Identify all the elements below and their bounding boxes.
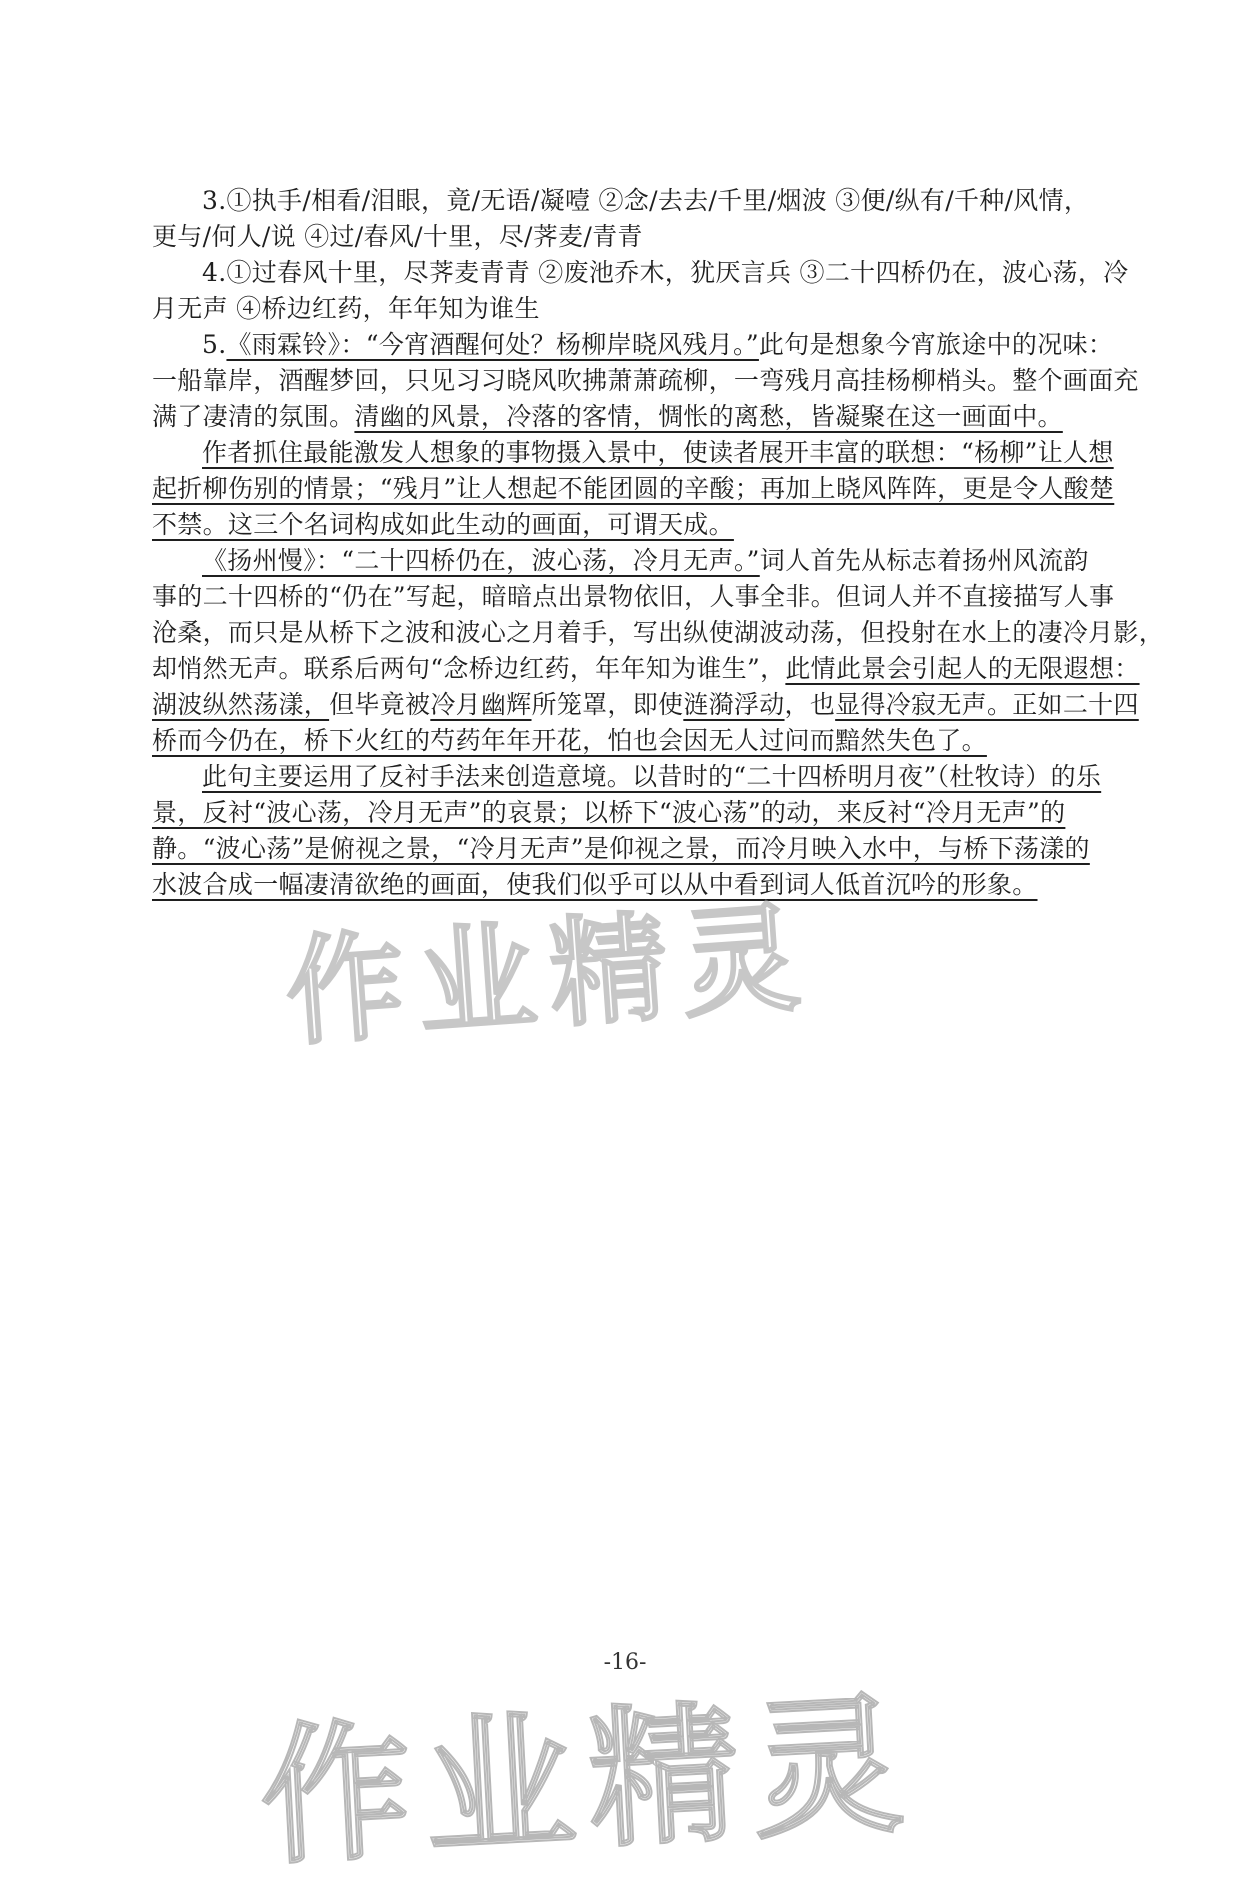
underlined-phrase: 冷月幽辉	[430, 690, 532, 719]
answer-5-p2-line-3	[152, 507, 1117, 543]
answer-5-p3-line-6	[152, 723, 1117, 759]
underlined-phrase: 作者抓住最能激发人想象的事物摄入景中，使读者展开丰富的联想：“杨柳”让人想	[202, 438, 1114, 467]
answer-5-p4-line-1	[152, 759, 1117, 795]
watermark-logo: 作业精灵	[256, 1677, 921, 1887]
answer-5-p4-line-2	[152, 795, 1117, 831]
yangzhoumann-quote: 《扬州慢》：“二十四桥仍在，波心荡，冷月无声。”	[202, 546, 760, 575]
underlined-phrase: 湖波纵然荡漾，	[152, 690, 330, 719]
underlined-phrase: 桥而今仍在，桥下火红的芍药年年开花，怕也会因无人过问而黯然失色了。	[152, 726, 987, 755]
answer-5-p1-text: 满了凄清的氛围。	[152, 402, 355, 431]
answer-5-p3-line-1	[152, 543, 1117, 579]
underlined-phrase: 显得冷寂无声。正如二十四	[835, 690, 1139, 719]
page-number: -16-	[603, 1650, 647, 1675]
answer-5-p3-line-4	[152, 651, 1140, 687]
answer-5-p3-line-5	[152, 687, 1139, 723]
answer-5-p3-text: 词人首先从标志着扬州风流韵	[759, 546, 1089, 575]
answer-5-number: 5.	[202, 330, 227, 359]
answer-5-p4-line-3	[152, 831, 1117, 867]
answer-3-line-1: 3.①执手/相看/泪眼，竟/无语/凝噎 ②念/去去/千里/烟波 ③便/纵有/千种/风情，	[202, 186, 1090, 215]
answer-5-p3-text: ，也	[784, 690, 836, 719]
answer-5-p4-line-4	[152, 867, 1117, 903]
answer-5-p3-line-2: 事的二十四桥的“仍在”写起，暗暗点出景物依旧，人事全非。但词人并不直接描写人事	[152, 582, 1115, 611]
answer-5-p3-line-3: 沧桑，而只是从桥下之波和波心之月着手，写出纵使湖波动荡，但投射在水上的凄冷月影，	[152, 618, 1165, 647]
answer-5-p1-line-3	[152, 399, 1117, 435]
underlined-phrase: 静。“波心荡”是俯视之景，“冷月无声”是仰视之景，而冷月映入水中，与桥下荡漾的	[152, 834, 1090, 863]
answer-5-p1-line-2: 一船靠岸，酒醒梦回，只见习习晓风吹拂萧萧疏柳，一弯残月高挂杨柳梢头。整个画面充	[152, 366, 1139, 395]
underlined-phrase: 景，反衬“波心荡，冷月无声”的哀景；以桥下“波心荡”的动，来反衬“冷月无声”的	[152, 798, 1066, 827]
underlined-phrase: 不禁。这三个名词构成如此生动的画面，可谓天成。	[152, 510, 734, 539]
answer-5-p3-text: 所笼罩，即使	[531, 690, 684, 719]
underlined-phrase: 此情此景会引起人的无限遐想：	[785, 654, 1140, 683]
answer-3-line-2: 更与/何人/说 ④过/春风/十里，尽/荠麦/青青	[152, 222, 643, 251]
answer-5-p2-line-2	[152, 471, 1117, 507]
answer-5-p3-text: 但毕竟被	[329, 690, 431, 719]
underlined-phrase: 此句主要运用了反衬手法来创造意境。以昔时的“二十四桥明月夜”（杜牧诗）的乐	[202, 762, 1102, 791]
underlined-phrase: 涟漪浮动	[683, 690, 785, 719]
answer-5-p1-text: 此句是想象今宵旅途中的况味：	[758, 330, 1114, 359]
underlined-phrase: 水波合成一幅凄清欲绝的画面，使我们似乎可以从中看到词人低首沉吟的形象。	[152, 870, 1038, 899]
answer-5-p2-line-1	[152, 435, 1117, 471]
underlined-phrase: 清幽的风景，冷落的客情，惆怅的离愁，皆凝聚在这一画面中。	[354, 402, 1063, 431]
answer-4-line-1: 4.①过春风十里，尽荠麦青青 ②废池乔木，犹厌言兵 ③二十四桥仍在，波心荡，冷	[202, 258, 1129, 287]
yulinling-quote: 《雨霖铃》：“今宵酒醒何处？杨柳岸晓风残月。”	[226, 330, 759, 359]
answer-4-line-2: 月无声 ④桥边红药，年年知为谁生	[152, 294, 540, 323]
underlined-phrase: 起折柳伤别的情景；“残月”让人想起不能团圆的辛酸；再加上晓风阵阵，更是令人酸楚	[152, 474, 1115, 503]
answer-5-p3-text: 却悄然无声。联系后两句“念桥边红药，年年知为谁生”，	[152, 654, 786, 683]
answer-5-p1-line-1	[152, 327, 1117, 363]
answer-content	[152, 183, 1165, 903]
watermark-logo: 作业精灵	[281, 887, 818, 1063]
